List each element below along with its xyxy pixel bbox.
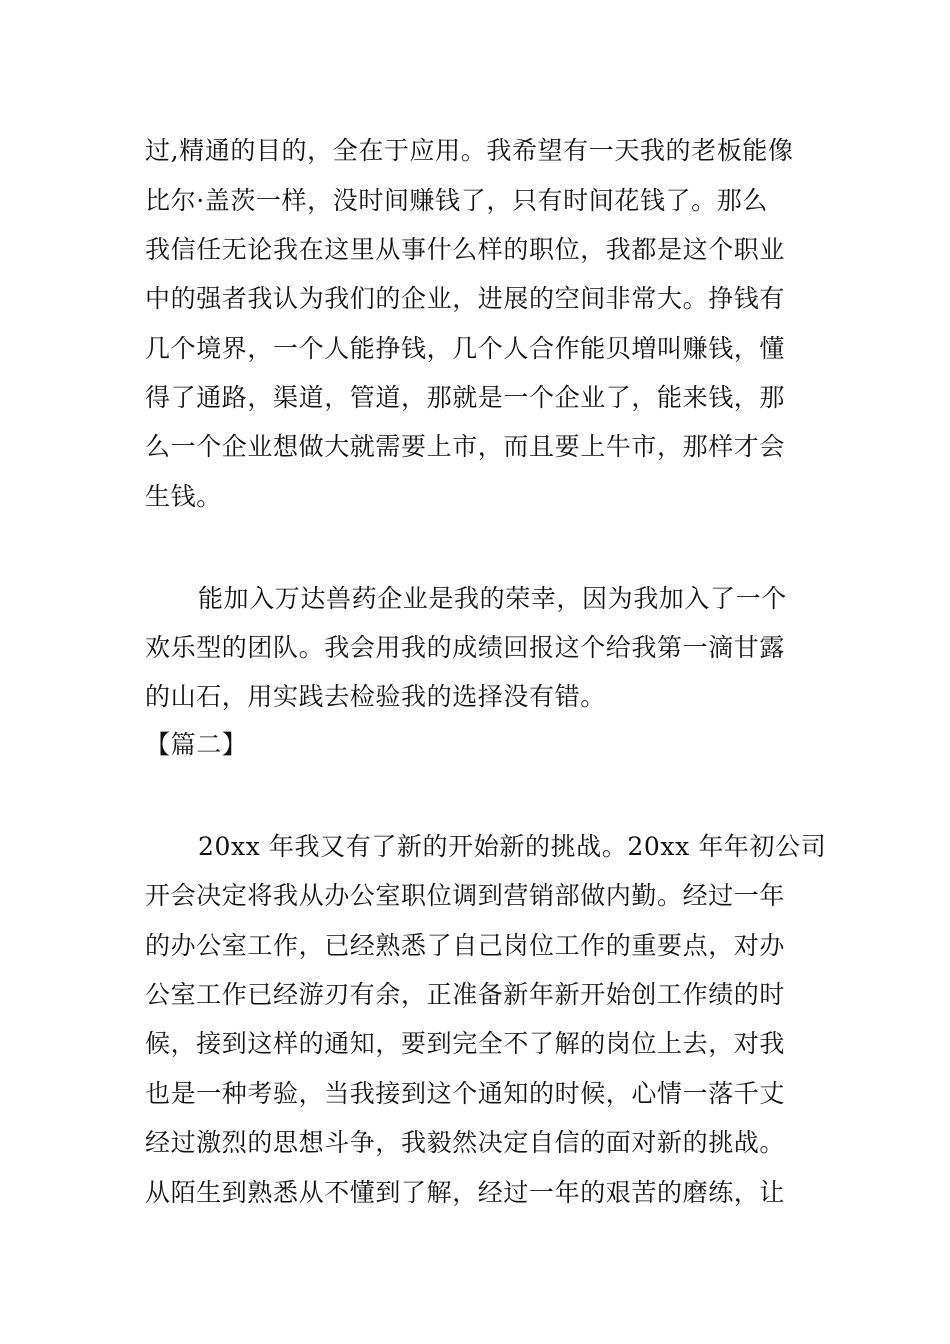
text-line: 候，接到这样的通知，要到完全不了解的岗位上去，对我 <box>145 1029 786 1058</box>
text-line: 过,精通的目的，全在于应用。我希望有一天我的老板能像 <box>145 136 794 165</box>
section-heading: 【篇二】 <box>145 730 248 759</box>
text-line: 开会决定将我从办公室职位调到营销部做内勤。经过一年 <box>145 881 786 910</box>
text-line: 的办公室工作，已经熟悉了自己岗位工作的重要点，对办 <box>145 931 786 960</box>
text-line: 得了通路，渠道，管道，那就是一个企业了，能来钱，那 <box>145 383 786 412</box>
text-line: 经过激烈的思想斗争，我毅然决定自信的面对新的挑战。 <box>145 1128 786 1157</box>
text-line: 20xx 年我又有了新的开始新的挑战。20xx 年年初公司 <box>198 832 827 861</box>
text-line: 能加入万达兽药企业是我的荣幸，因为我加入了一个 <box>198 584 787 613</box>
text-line: 从陌生到熟悉从不懂到了解，经过一年的艰苦的磨练，让 <box>145 1178 786 1207</box>
text-line: 的山石，用实践去检验我的选择没有错。 <box>145 682 606 711</box>
text-line: 么一个企业想做大就需要上市，而且要上牛市，那样才会 <box>145 432 786 461</box>
text-line: 中的强者我认为我们的企业，进展的空间非常大。挣钱有 <box>145 284 786 313</box>
text-line: 也是一种考验，当我接到这个通知的时候，心情一落千丈 <box>145 1079 786 1108</box>
text-line: 欢乐型的团队。我会用我的成绩回报这个给我第一滴甘露 <box>145 633 786 662</box>
text-line: 几个境界，一个人能挣钱，几个人合作能贝増叫赚钱，懂 <box>145 334 786 363</box>
text-line: 公室工作已经游刃有余，正准备新年新开始创工作绩的时 <box>145 980 786 1009</box>
text-line: 我信任无论我在这里从事什么样的职位，我都是这个职业 <box>145 235 786 264</box>
text-line: 生钱。 <box>145 482 222 511</box>
text-line: 比尔·盖茨一样，没时间赚钱了，只有时间花钱了。那么 <box>145 186 768 215</box>
